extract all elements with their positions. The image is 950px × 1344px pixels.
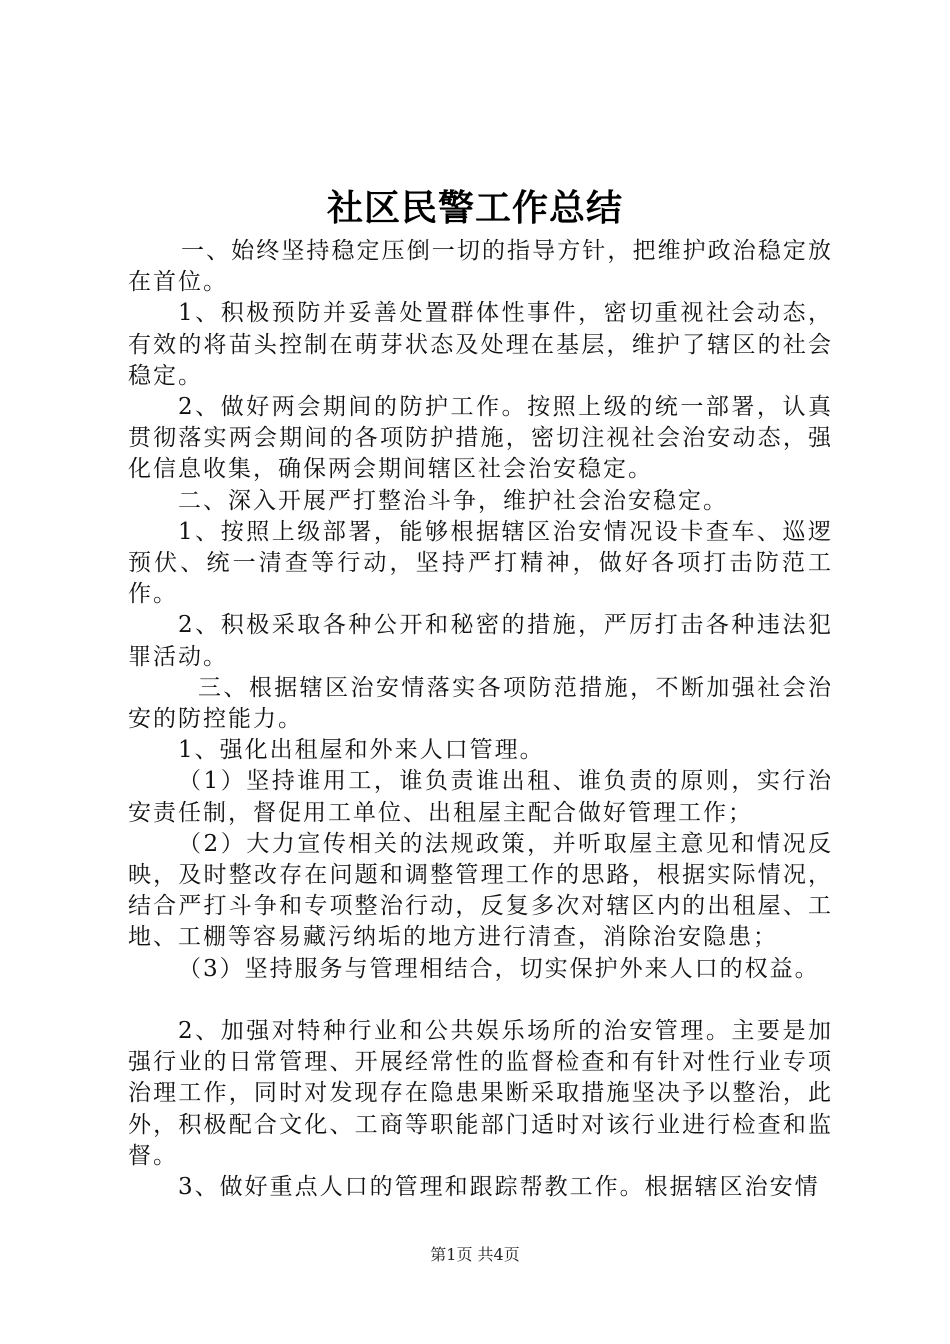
paragraph: 2、加强对特种行业和公共娱乐场所的治安管理。主要是加强行业的日常管理、开展经常性的监督检查和有针对性行业专项治理工作，同时对发现存在隐患果断采取措施坚决予以整治，此外，积极配合文化、工商等职能部门适时对该行业进行检查和监督。 <box>128 1018 833 1169</box>
paragraph: 1、强化出租屋和外来人口管理。 <box>178 737 545 764</box>
paragraph: 1、按照上级部署，能够根据辖区治安情况设卡查车、巡逻预伏、统一清查等行动，坚持严打精神，做好各项打击防范工作。 <box>128 518 833 608</box>
paragraph: 二、深入开展严打整治斗争，维护社会治安稳定。 <box>178 487 728 514</box>
document-body <box>128 236 833 1203</box>
paragraph: （1）坚持谁用工，谁负责谁出租、谁负责的原则，实行治安责任制，督促用工单位、出租屋主配合做好管理工作； <box>128 768 833 826</box>
paragraph: 三、根据辖区治安情落实各项防范措施，不断加强社会治安的防控能力。 <box>128 674 833 733</box>
document-title: 社区民警工作总结 <box>326 188 623 229</box>
paragraph: （3）坚持服务与管理相结合，切实保护外来人口的权益。 <box>178 955 820 982</box>
paragraph: （2）大力宣传相关的法规政策，并听取屋主意见和情况反映，及时整改存在问题和调整管理工作的思路，根据实际情况，结合严打斗争和专项整治行动，反复多次对辖区内的出租屋、工地、工棚等容易藏污纳垢的地方进行清查，消除治安隐患； <box>128 830 833 951</box>
page-number-footer: 第1页 共4页 <box>430 1245 520 1264</box>
paragraph-spacer <box>128 985 833 1016</box>
paragraph: 1、积极预防并妥善处置群体性事件，密切重视社会动态，有效的将苗头控制在萌芽状态及处理在基层，维护了辖区的社会稳定。 <box>128 300 833 389</box>
paragraph: 2、积极采取各种公开和秘密的措施，严厉打击各种违法犯罪活动。 <box>128 612 833 670</box>
paragraph: 一、始终坚持稳定压倒一切的指导方针，把维护政治稳定放在首位。 <box>128 238 833 296</box>
paragraph: 2、做好两会期间的防护工作。按照上级的统一部署，认真贯彻落实两会期间的各项防护措施，密切注视社会治安动态，强化信息收集，确保两会期间辖区社会治安稳定。 <box>128 394 833 483</box>
paragraph: 3、做好重点人口的管理和跟踪帮教工作。根据辖区治安情 <box>178 1174 820 1201</box>
